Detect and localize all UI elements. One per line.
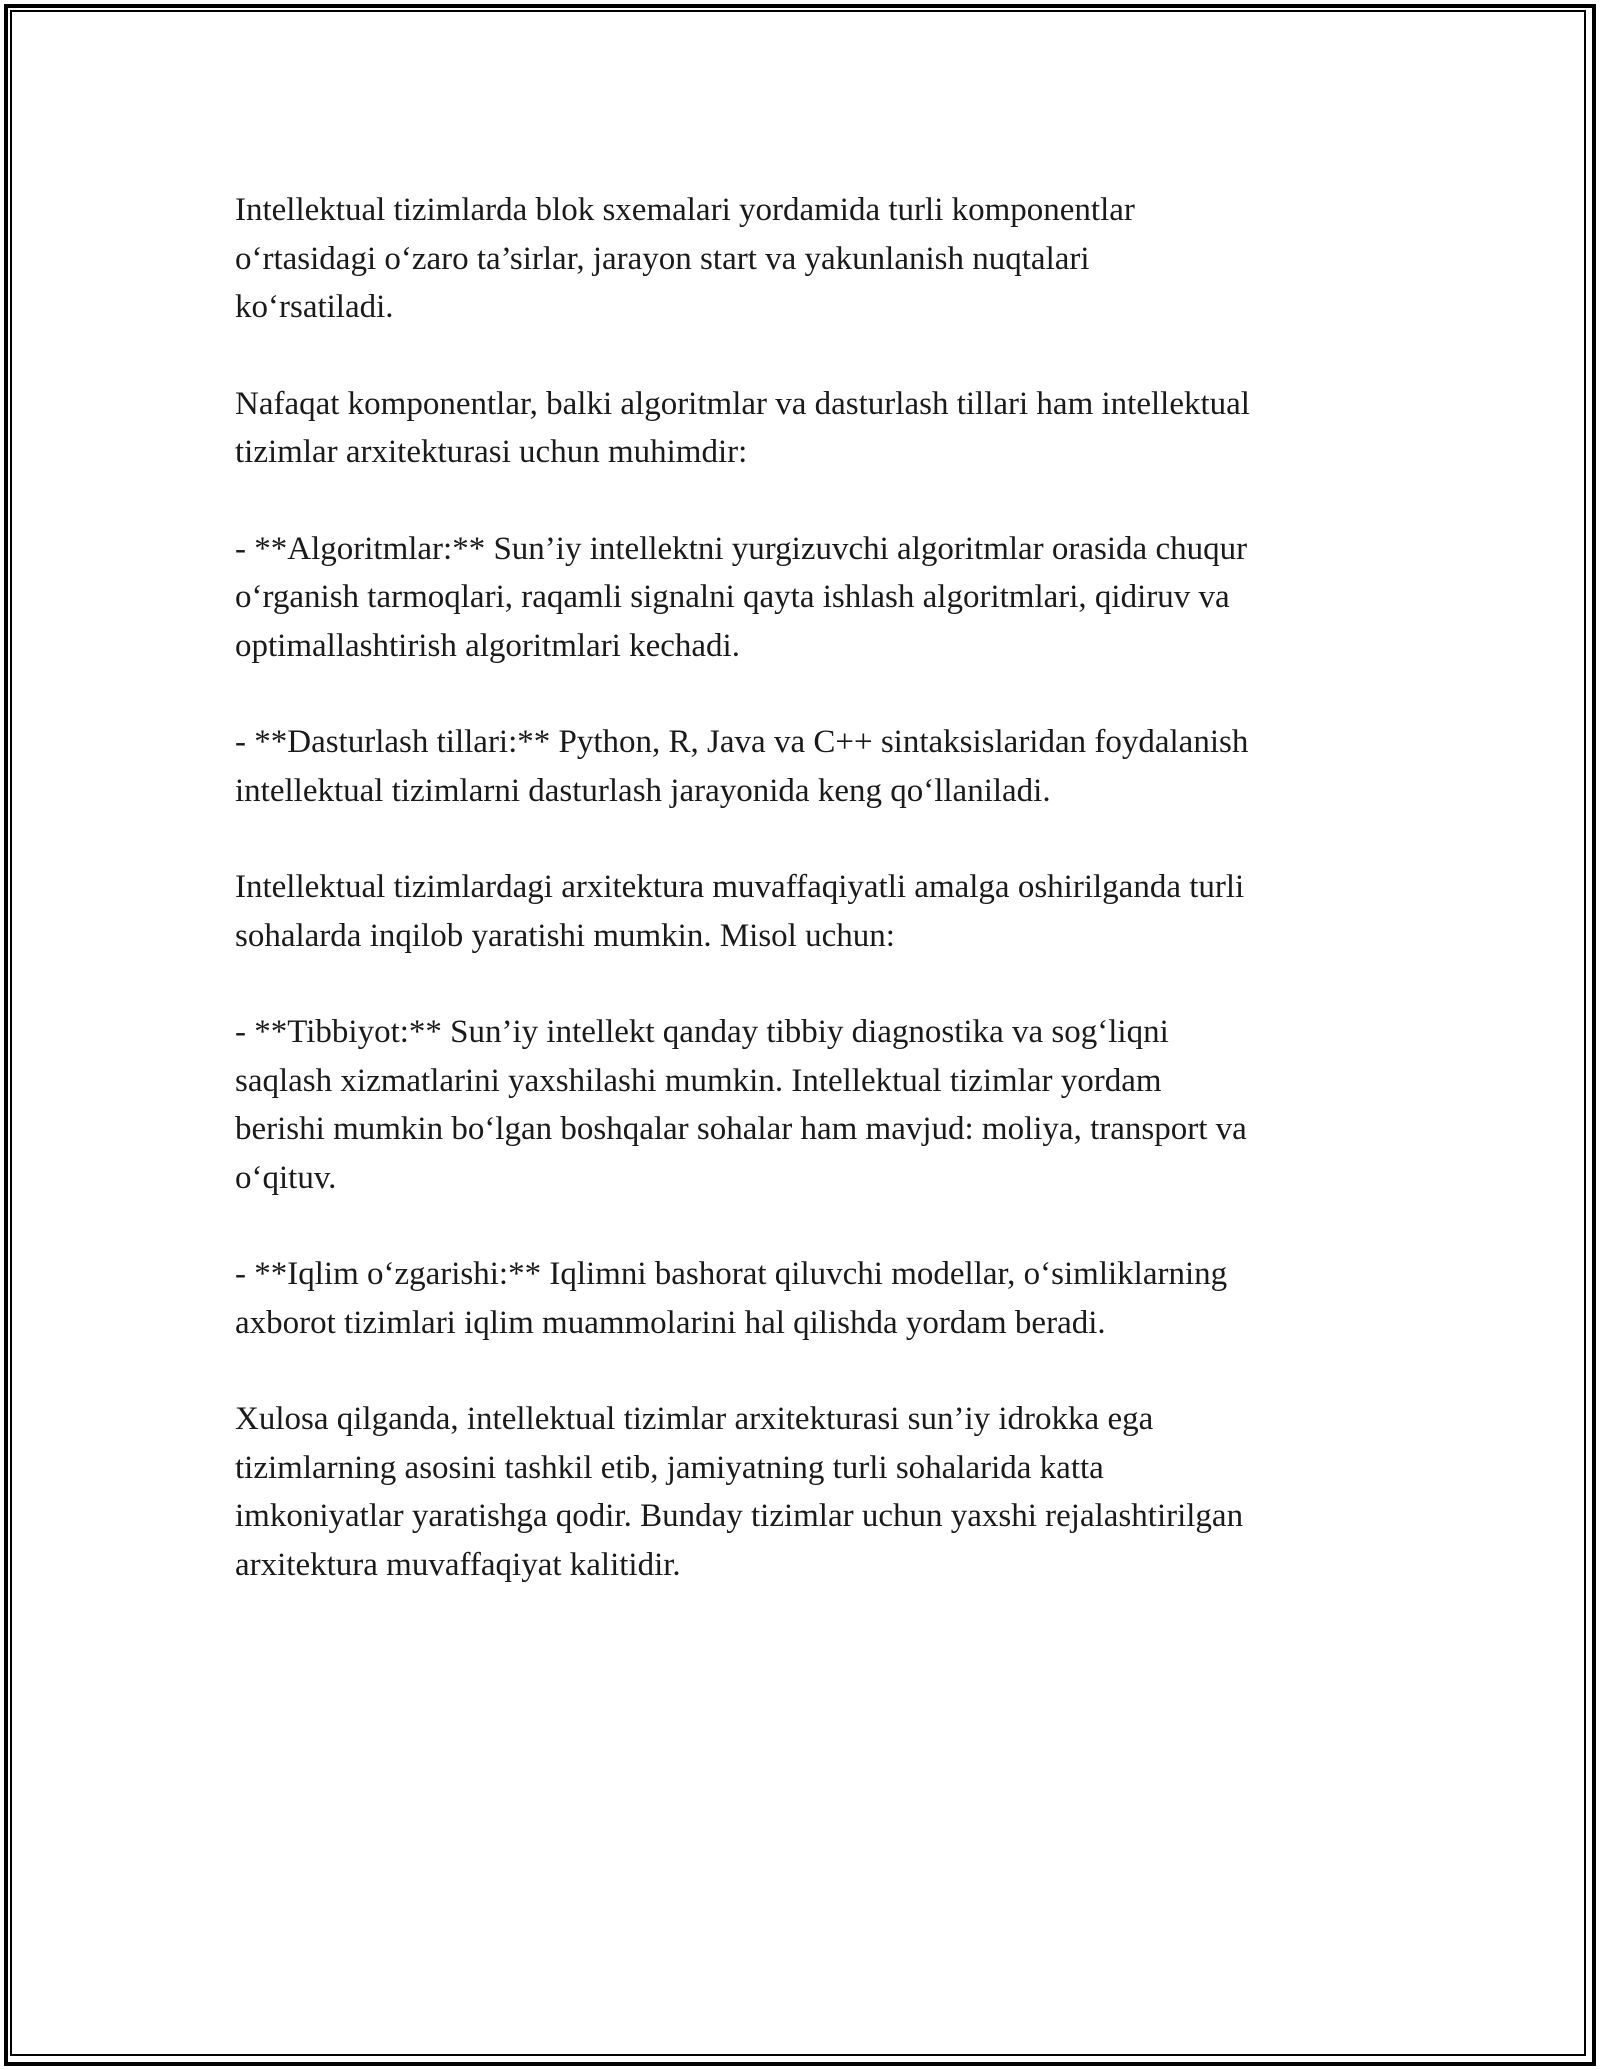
paragraph-block-diagrams: Intellektual tizimlarda blok sxemalari yordamida turli komponentlar o‘rtasidagi o‘zaro ta’sirlar, jarayon start va yakunlanish nuqtalari ko‘rsatiladi. xyxy=(235,192,1135,325)
document-body xyxy=(235,186,1375,1637)
paragraph-applications-intro: Intellektual tizimlardagi arxitektura muvaffaqiyatli amalga oshirilganda turli sohalarda inqilob yaratishi mumkin. Misol uchun: xyxy=(235,869,1245,954)
paragraph-conclusion: Xulosa qilganda, intellektual tizimlar arxitekturasi sun’iy idrokka ega tizimlarning asosini tashkil etib, jamiyatning turli sohalarida katta imkoniyatlar yaratishga qodir. Bunday tizimlar uchun yaxshi rejalashtirilgan arxitektura muvaffaqiyat kalitidir. xyxy=(235,1401,1244,1583)
list-item-climate-change: - **Iqlim o‘zgarishi:** Iqlimni bashorat qiluvchi modellar, o‘simliklarning axborot tizimlari iqlim muammolarini hal qilishda yordam beradi. xyxy=(235,1256,1228,1341)
list-item-medicine: - **Tibbiyot:** Sun’iy intellekt qanday tibbiy diagnostika va sog‘liqni saqlash xizmatlarini yaxshilashi mumkin. Intellektual tizimlar yordam berishi mumkin bo‘lgan boshqalar sohalar ham mavjud: moliya, transport va o‘qituv. xyxy=(235,1014,1247,1196)
list-item-algorithms: - **Algoritmlar:** Sun’iy intellektni yurgizuvchi algoritmlar orasida chuqur o‘rganish tarmoqlari, raqamli signalni qayta ishlash algoritmlari, qidiruv va optimallashtirish algoritmlari kechadi. xyxy=(235,530,1248,664)
paragraph-algorithms-intro: Nafaqat komponentlar, balki algoritmlar va dasturlash tillari ham intellektual tizimlar arxitekturasi uchun muhimdir: xyxy=(235,385,1250,470)
list-item-programming-languages: - **Dasturlash tillari:** Python, R, Java va C++ sintaksislaridan foydalanish intellektual tizimlarni dasturlash jarayonida keng qo‘llaniladi. xyxy=(235,724,1249,809)
